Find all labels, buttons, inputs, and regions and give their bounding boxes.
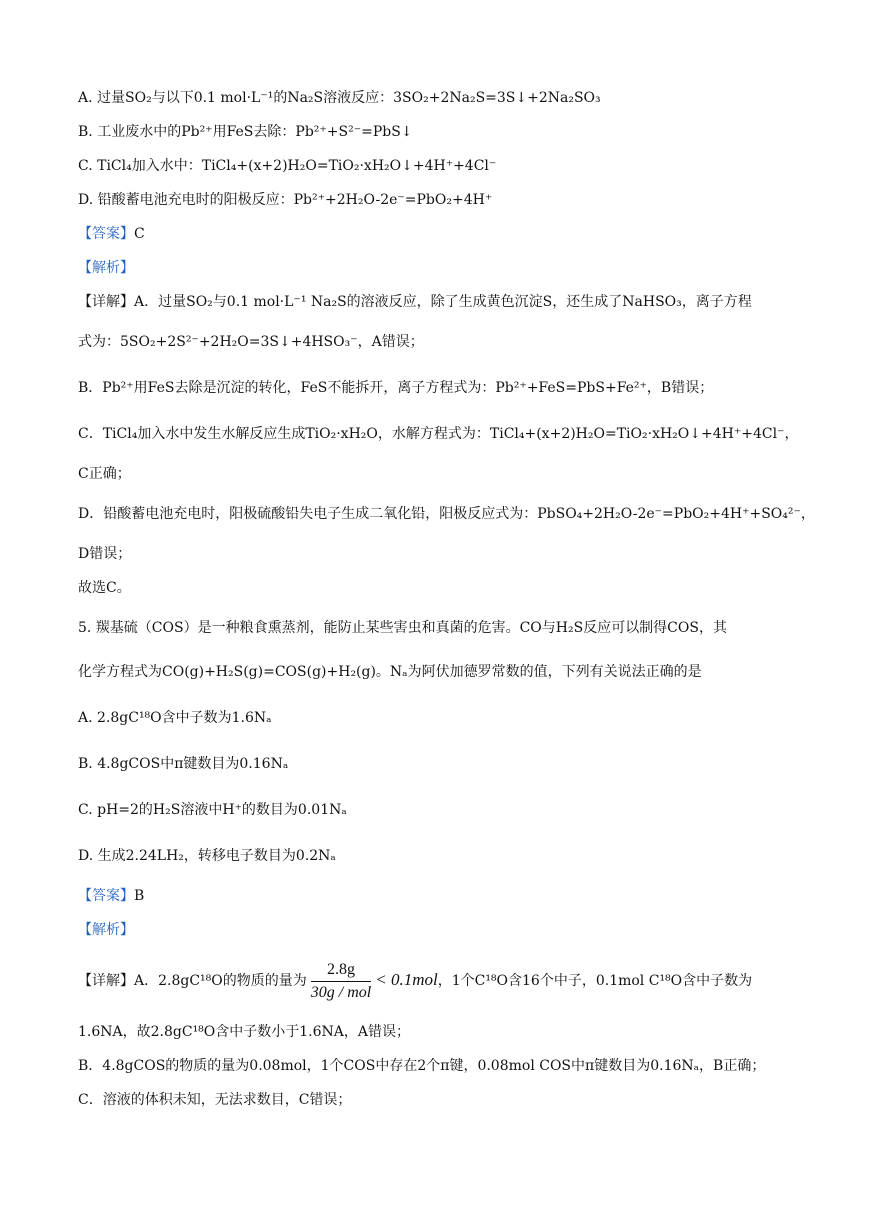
q4-detail-a-line2: 式为：5SO₂+2S²⁻+2H₂O=3S↓+4HSO₃⁻，A错误； <box>78 334 424 350</box>
detail-text: A．过量SO₂与0.1 mol·L⁻¹ Na₂S的溶液反应，除了生成黄色沉淀S，还生成了NaHSO₃，离子方程 <box>134 294 752 310</box>
fraction-denominator: 30g / mol <box>310 983 372 1001</box>
fraction <box>311 961 371 1002</box>
detail-text: A．2.8gC¹⁸O的物质的量为 <box>134 973 307 989</box>
q4-detail-d-line2: D错误； <box>78 546 132 562</box>
q4-detail-c-line2: C正确； <box>78 466 131 482</box>
q4-option-c: C. TiCl₄加入水中：TiCl₄+(x+2)H₂O=TiO₂·xH₂O↓+4H⁺+4Cl⁻ <box>78 158 497 174</box>
q5-analysis-tag: 【解析】 <box>78 922 134 938</box>
q5-answer <box>78 886 793 906</box>
q5-stem-line2: 化学方程式为CO(g)+H₂S(g)=COS(g)+H₂(g)。Nₐ为阿伏加德罗常数的值，下列有关说法正确的是 <box>78 664 702 680</box>
q4-detail-c-line1: C．TiCl₄加入水中发生水解反应生成TiO₂·xH₂O，水解方程式为：TiCl₄+(x+2)H₂O=TiO₂·xH₂O↓+4H⁺+4Cl⁻， <box>78 426 799 442</box>
answer-value: C <box>134 226 145 242</box>
q5-detail-a-line1 <box>78 958 793 1003</box>
q4-analysis-tag: 【解析】 <box>78 260 134 276</box>
q5-option-a: A. 2.8gC¹⁸O含中子数为1.6Nₐ <box>78 710 272 726</box>
q4-option-a: A. 过量SO₂与以下0.1 mol·L⁻¹的Na₂S溶液反应：3SO₂+2Na₂S=3S↓+2Na₂SO₃ <box>78 90 601 106</box>
q4-detail-d-line1: D．铅酸蓄电池充电时，阳极硫酸铅失电子生成二氧化铅，阳极反应式为：PbSO₄+2H₂O-2e⁻=PbO₂+4H⁺+SO₄²⁻， <box>78 506 815 522</box>
detail-tag: 【详解】 <box>78 973 134 989</box>
answer-tag: 【答案】 <box>78 226 134 242</box>
detail-text-post: ，1个C¹⁸O含16个中子，0.1mol C¹⁸O含中子数为 <box>437 973 753 989</box>
q5-detail-c: C．溶液的体积未知，无法求数目，C错误； <box>78 1092 352 1108</box>
q5-detail-b: B．4.8gCOS的物质的量为0.08mol，1个COS中存在2个π键，0.08mol COS中π键数目为0.16Nₐ，B正确； <box>78 1058 766 1074</box>
q5-option-b: B. 4.8gCOS中π键数目为0.16Nₐ <box>78 756 289 772</box>
fraction-numerator: 2.8g <box>311 961 371 982</box>
detail-tag: 【详解】 <box>78 294 134 310</box>
q4-option-b: B. 工业废水中的Pb²⁺用FeS去除：Pb²⁺+S²⁻=PbS↓ <box>78 124 413 140</box>
comparison: < 0.1mol <box>375 970 438 989</box>
answer-value: B <box>134 888 145 904</box>
q5-option-c: C. pH=2的H₂S溶液中H⁺的数目为0.01Nₐ <box>78 802 347 818</box>
q4-option-d: D. 铅酸蓄电池充电时的阳极反应：Pb²⁺+2H₂O-2e⁻=PbO₂+4H⁺ <box>78 192 493 208</box>
q4-detail-b: B．Pb²⁺用FeS去除是沉淀的转化，FeS不能拆开，离子方程式为：Pb²⁺+FeS=PbS+Fe²⁺，B错误； <box>78 380 714 396</box>
answer-tag: 【答案】 <box>78 888 134 904</box>
q5-option-d: D. 生成2.24LH₂，转移电子数目为0.2Nₐ <box>78 848 336 864</box>
q4-conclusion: 故选C。 <box>78 580 131 596</box>
q4-detail-a-line1 <box>78 292 793 312</box>
q4-answer <box>78 224 793 244</box>
q5-stem-line1: 5. 羰基硫（COS）是一种粮食熏蒸剂，能防止某些害虫和真菌的危害。CO与H₂S反应可以制得COS，其 <box>78 620 727 636</box>
q5-detail-a-line2: 1.6NA，故2.8gC¹⁸O含中子数小于1.6NA，A错误； <box>78 1024 411 1040</box>
